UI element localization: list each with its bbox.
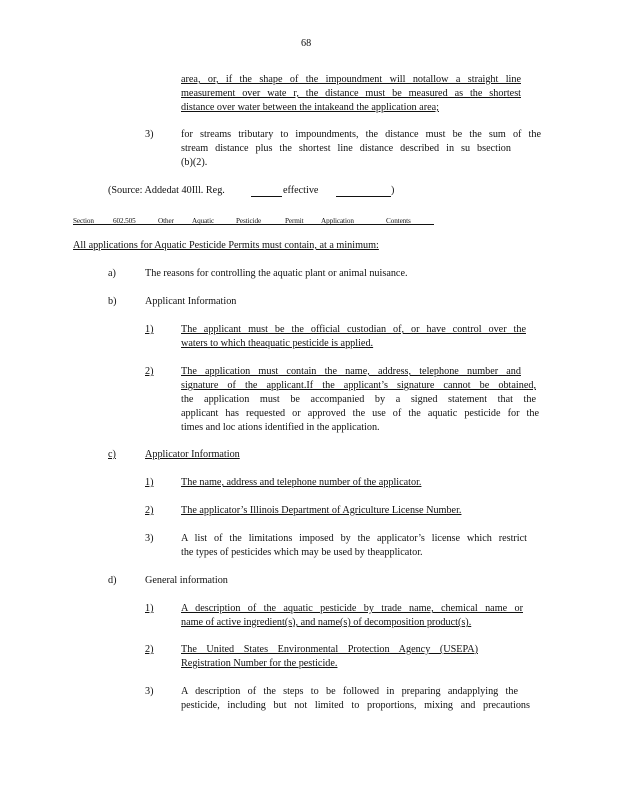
sub-line: The application must contain the name, address, telephone number and xyxy=(181,366,521,377)
sub-line: A description of the steps to be followed in preparing andapplying the xyxy=(181,686,518,697)
item-label-b: b) xyxy=(108,296,117,307)
item-line: for streams tributary to impoundments, the distance must be the sum of the xyxy=(181,129,541,140)
sub-line: The name, address and telephone number of the applicator. xyxy=(181,477,422,488)
source-effective: effective xyxy=(283,185,319,196)
sub-line: A list of the limitations imposed by the applicator’s license which restrict xyxy=(181,533,527,544)
item-label-a: a) xyxy=(108,268,116,279)
source-blank-reg xyxy=(251,196,282,197)
source-blank-date xyxy=(336,196,391,197)
top-block-line: distance over water between the intakeand the application area; xyxy=(181,102,439,113)
sub-number: 1) xyxy=(145,324,154,335)
sub-number: 2) xyxy=(145,505,154,516)
item-line: stream distance plus the shortest line distance described in su bsection xyxy=(181,143,511,154)
sub-line: the types of pesticides which may be used by theapplicator. xyxy=(181,547,423,558)
top-block-line: area, or, if the shape of the impoundment will notallow a straight line xyxy=(181,74,521,85)
item-number: 3) xyxy=(145,129,154,140)
section-title-word: Aquatic xyxy=(192,217,215,225)
sub-line: The applicant must be the official custodian of, or have control over the xyxy=(181,324,526,335)
sub-number: 1) xyxy=(145,603,154,614)
sub-line: A description of the aquatic pesticide by trade name, chemical name or xyxy=(181,603,523,614)
sub-line: applicant has requested or approved the use of the aquatic pesticide for the xyxy=(181,408,539,419)
sub-number: 2) xyxy=(145,644,154,655)
sub-number: 3) xyxy=(145,533,154,544)
sub-number: 3) xyxy=(145,686,154,697)
sub-number: 2) xyxy=(145,366,154,377)
item-c-heading: Applicator Information xyxy=(145,449,240,460)
source-close: ) xyxy=(391,185,395,196)
sub-line: The United States Environmental Protection Agency (USEPA) xyxy=(181,644,478,655)
sub-line: times and loc ations identified in the application. xyxy=(181,422,380,433)
section-title-word: Application xyxy=(321,217,354,225)
source-note: (Source: Addedat 40Ill. Reg. xyxy=(108,185,225,196)
section-title-word: Contents xyxy=(386,217,411,225)
item-label-d: d) xyxy=(108,575,117,586)
item-b-heading: Applicant Information xyxy=(145,296,237,307)
item-line: (b)(2). xyxy=(181,157,208,168)
section-header-rule xyxy=(73,224,434,225)
section-title-word: Permit xyxy=(285,217,304,225)
sub-number: 1) xyxy=(145,477,154,488)
sub-line: name of active ingredient(s), and name(s) of decomposition product(s). xyxy=(181,617,472,628)
item-d-heading: General information xyxy=(145,575,228,586)
section-label: Section xyxy=(73,217,94,225)
top-block-line: measurement over wate r, the distance must be measured as the shortest xyxy=(181,88,521,99)
item-a-text: The reasons for controlling the aquatic plant or animal nuisance. xyxy=(145,268,408,279)
sub-line: the application must be accompanied by a signed statement that the xyxy=(181,394,536,405)
sub-line: The applicator’s Illinois Department of Agriculture License Number. xyxy=(181,505,462,516)
sub-line: Registration Number for the pesticide. xyxy=(181,658,338,669)
sub-line: pesticide, including but not limited to proportions, mixing and precautions xyxy=(181,700,530,711)
page-number: 68 xyxy=(301,38,312,49)
sub-line: signature of the applicant.If the applicant’s signature cannot be obtained, xyxy=(181,380,536,391)
intro-text: All applications for Aquatic Pesticide Permits must contain, at a minimum: xyxy=(73,240,379,251)
item-label-c: c) xyxy=(108,449,116,460)
section-number: 602.505 xyxy=(113,217,136,225)
section-title-word: Other xyxy=(158,217,174,225)
sub-line: waters to which theaquatic pesticide is applied. xyxy=(181,338,374,349)
section-title-word: Pesticide xyxy=(236,217,262,225)
